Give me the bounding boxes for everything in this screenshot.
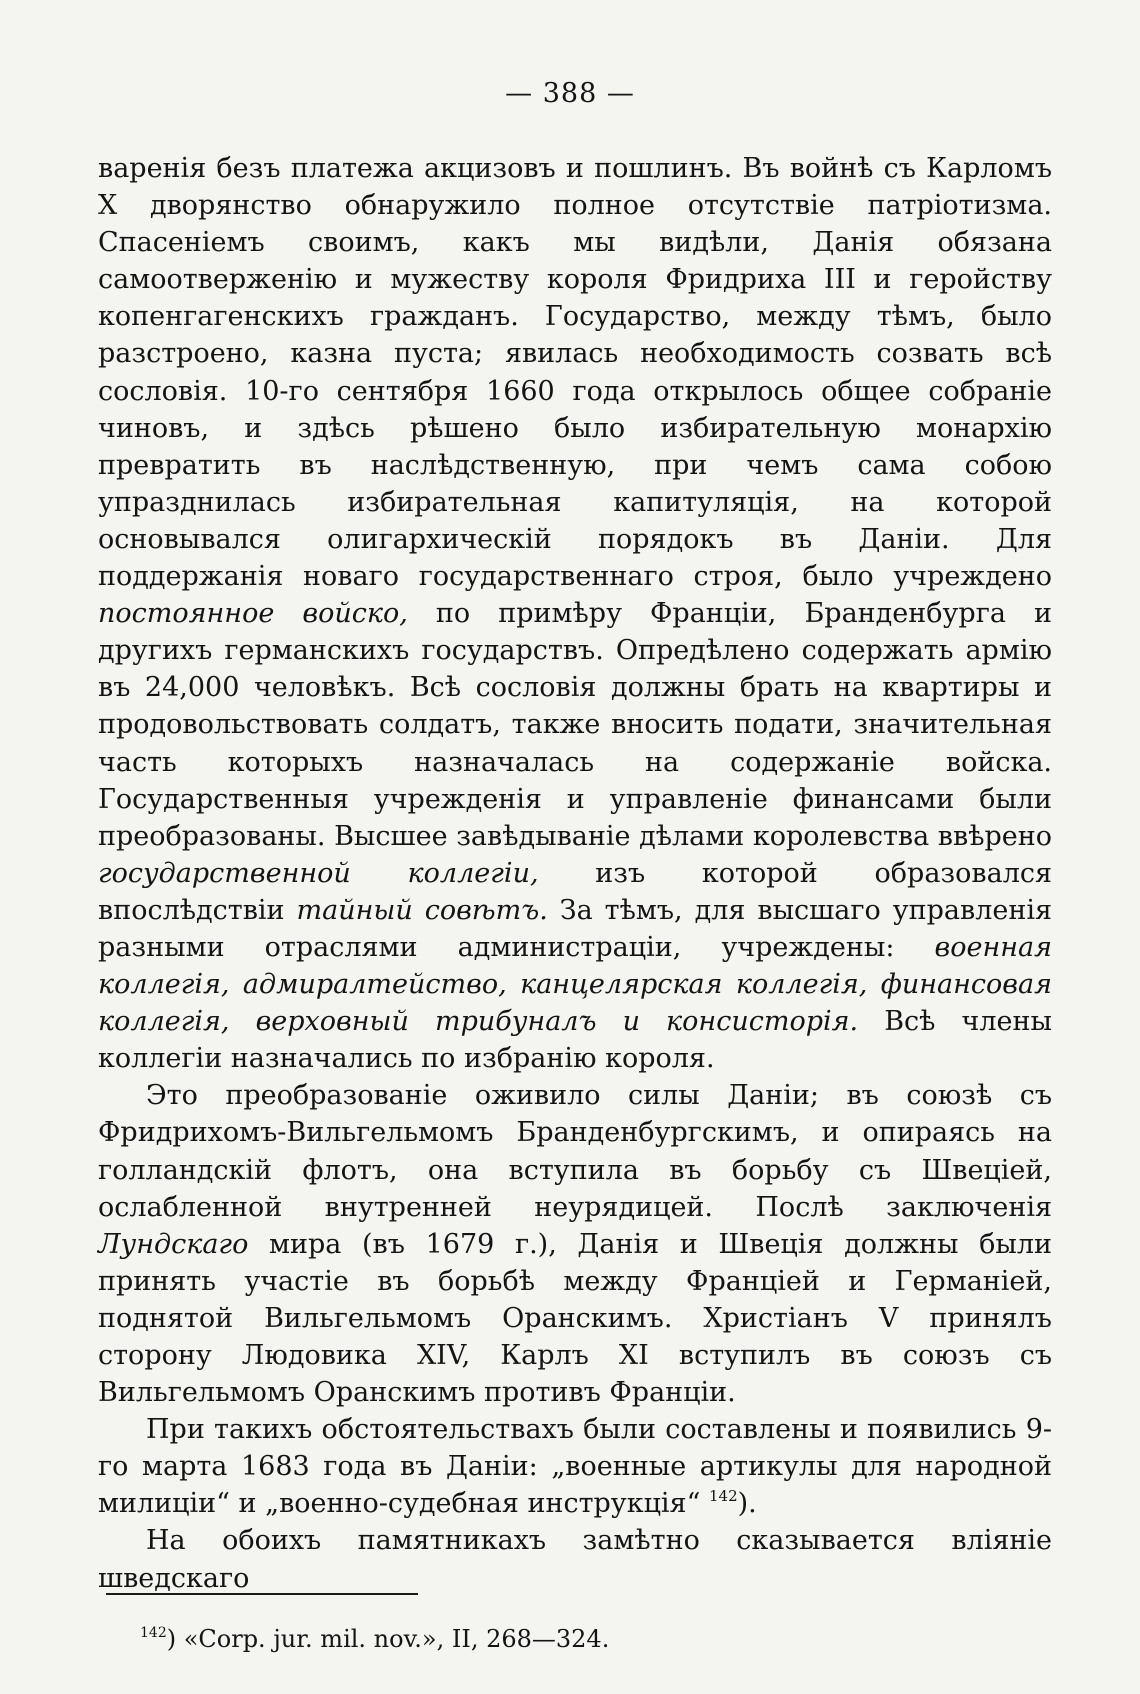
italic-term: тайный совѣтъ. bbox=[296, 894, 548, 926]
paragraph-3 bbox=[98, 1411, 1052, 1522]
text-run: За тѣмъ, для высшаго управленія разными отраслями администраціи, учреждены: bbox=[98, 894, 1052, 963]
page-number: — 388 — bbox=[505, 78, 635, 109]
text-run: варенія безъ платежа акцизовъ и пошлинъ. Въ войнѣ съ Карломъ X дворянство обнаружило полное отсутствіе патріотизма. Спасеніемъ своимъ, какъ мы видѣли, Данія обязана самоотверженію и мужеству короля Фридриха III и геройству копенгагенскихъ гражданъ. Государство, между тѣмъ, было разстроено, казна пуста; явилась необходимость созвать всѣ сословія. 10-го сентября 1660 года открылось общее собраніе чиновъ, и здѣсь рѣшено было избирательную монархію превратить въ наслѣдственную, при чемъ сама собою упразднилась избирательная капитуляція, на которой основывался олигархическій порядокъ въ Даніи. Для поддержанія новаго государственнаго строя, было учреждено bbox=[98, 153, 1052, 593]
paragraph-4 bbox=[98, 1522, 1052, 1596]
text-run: по примѣру Франціи, Бранденбурга и другихъ германскихъ государствъ. Опредѣлено содержать армію въ 24,000 человѣкъ. Всѣ сословія должны брать на квартиры и продовольствовать солдатъ, также вносить подати, значительная часть которыхъ назначалась на содержаніе войска. Государственныя учрежденія и управленіе финансами были преобразованы. Высшее завѣдываніе дѣлами королевства ввѣрено bbox=[98, 598, 1052, 852]
text-run: На обоихъ памятникахъ замѣтно сказывается вліяніе шведскаго bbox=[98, 1525, 1052, 1594]
text-run: ). bbox=[737, 1488, 757, 1520]
text-run: При такихъ обстоятельствахъ были составлены и появились 9-го марта 1683 года въ Даніи: „военные артикулы для народной милиціи“ и „военно-судебная инструкція“ bbox=[98, 1414, 1052, 1520]
footnote-divider bbox=[106, 1593, 418, 1595]
footnote-number: 142 bbox=[140, 1625, 167, 1641]
paragraph-1 bbox=[98, 150, 1052, 1077]
text-run: Это преобразованіе оживило силы Даніи; въ союзѣ съ Фридрихомъ-Вильгельмомъ Бранденбургскимъ, и опираясь на голландскій флотъ, она вступила въ борьбу съ Швеціей, ослабленной внутренней неурядицей. Послѣ заключенія bbox=[98, 1080, 1052, 1223]
italic-term: военная коллегія, адмиралтейство, канцелярская коллегія, финансовая коллегія, верховный трибуналъ и консисторія. bbox=[98, 931, 1052, 1038]
paragraph-2 bbox=[98, 1077, 1052, 1411]
italic-term: государственной коллегіи, bbox=[98, 857, 539, 889]
footnote-reference: 142 bbox=[709, 1487, 738, 1506]
italic-term: Лундскаго bbox=[98, 1228, 249, 1260]
footnote-text: ) «Corp. jur. mil. nov.», II, 268—324. bbox=[166, 1625, 610, 1653]
body-text bbox=[98, 150, 1052, 1597]
footnote bbox=[140, 1624, 1000, 1654]
text-run: мира (въ 1679 г.), Данія и Швеція должны были принять участіе въ борьбѣ между Франціей и Германіей, поднятой Вильгельмомъ Оранскимъ. Христіанъ V принялъ сторону Людовика XIV, Карлъ XI вступилъ въ союзъ съ Вильгельмомъ Оранскимъ противъ Франціи. bbox=[98, 1228, 1052, 1409]
text-run: Всѣ члены коллегіи назначались по избранію короля. bbox=[98, 1006, 1052, 1075]
italic-term: постоянное войско, bbox=[98, 598, 408, 630]
text-run: изъ которой образовался впослѣдствіи bbox=[98, 857, 1053, 926]
